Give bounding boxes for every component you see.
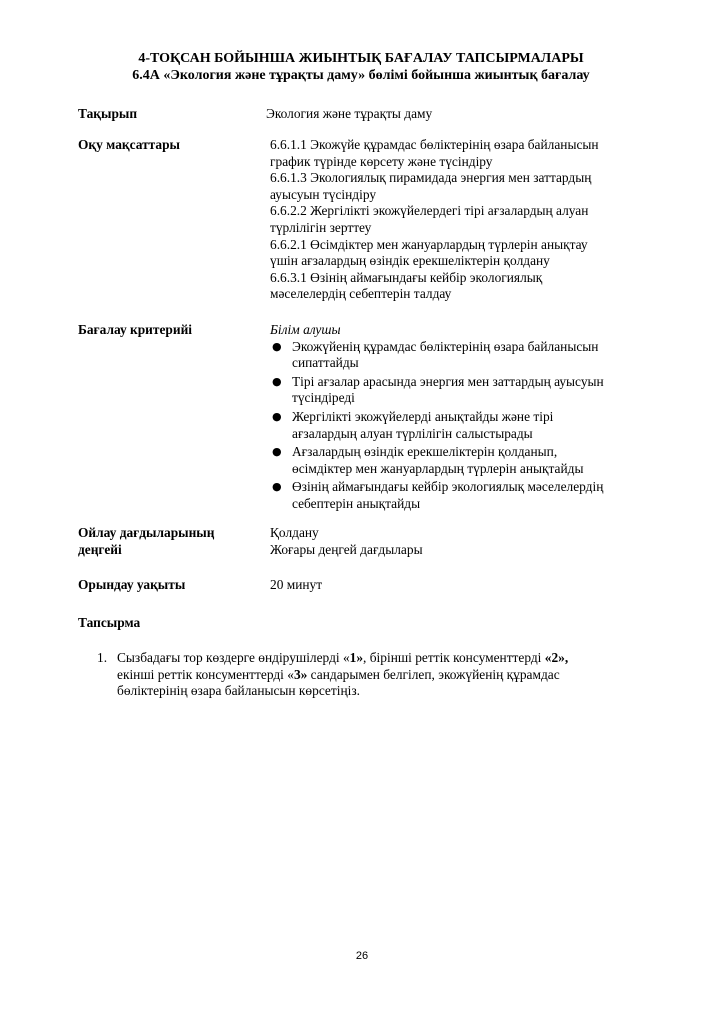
criteria-item-line: ағзалардың алуан түрлілігін салыстырады bbox=[292, 425, 533, 441]
thinking-levels-values bbox=[270, 525, 644, 558]
completion-time-label: Орындау уақыты bbox=[78, 577, 186, 592]
thinking-levels-label bbox=[78, 525, 263, 558]
learning-goals-label: Оқу мақсаттары bbox=[78, 137, 180, 152]
learning-goal-line: 6.6.1.1 Экожүйе құрамдас бөліктерінің өзара байланысын bbox=[270, 137, 599, 152]
topic-value: Экология және тұрақты даму bbox=[266, 106, 433, 121]
bullet-icon: ● bbox=[272, 480, 282, 494]
learning-goal-line: 6.6.2.2 Жергілікті экожүйелердегі тірі ағзалардың алуан bbox=[270, 203, 589, 219]
bullet-icon: ● bbox=[272, 374, 282, 388]
criteria-item bbox=[270, 339, 644, 372]
criteria-item-line: Тірі ағзалар арасында энергия мен заттардың ауысуын bbox=[292, 373, 604, 389]
document-header bbox=[78, 50, 644, 84]
criteria-item-line: түсіндіреді bbox=[292, 390, 355, 406]
learning-goal-line: үшін ағзалардың өзіндік ерекшеліктерін қолдану bbox=[270, 253, 550, 269]
task-text bbox=[117, 650, 644, 700]
task-text-fragment: Сызбадағы тор көздерге өндірушілерді « bbox=[117, 650, 350, 665]
learning-goal-line: мәселелердің себептерін талдау bbox=[270, 286, 452, 302]
document-subtitle: 6.4А «Экология және тұрақты даму» бөлімі бойынша жиынтық бағалау bbox=[132, 68, 590, 83]
page-number: 26 bbox=[355, 950, 369, 962]
criteria-item-line: Жергілікті экожүйелерді анықтайды және тірі bbox=[292, 408, 554, 424]
task-text-fragment: екінші реттік консументтерді « bbox=[117, 666, 294, 682]
criteria-intro: Білім алушы bbox=[270, 322, 341, 337]
thinking-level-value: Қолдану bbox=[270, 525, 319, 540]
assessment-criteria-label: Бағалау критерийі bbox=[78, 322, 193, 337]
criteria-item bbox=[270, 374, 644, 407]
assessment-criteria-content bbox=[270, 322, 644, 515]
thinking-level-value: Жоғары деңгей дағдылары bbox=[270, 541, 423, 557]
criteria-item bbox=[270, 479, 644, 512]
task-number: 1. bbox=[97, 650, 108, 665]
task-text-line bbox=[117, 667, 644, 684]
criteria-item-line: Ағзалардың өзіндік ерекшеліктерін қолданып, bbox=[292, 444, 558, 460]
completion-time-value: 20 минут bbox=[270, 577, 323, 592]
criteria-item-line: сипаттайды bbox=[292, 355, 359, 371]
thinking-levels-label-line: деңгейі bbox=[78, 541, 122, 557]
task-text-fragment: , бірінші реттік консументтерді bbox=[363, 650, 545, 665]
document-title: 4-ТОҚСАН БОЙЫНША ЖИЫНТЫҚ БАҒАЛАУ ТАПСЫРМАЛАРЫ bbox=[138, 51, 584, 66]
criteria-item bbox=[270, 409, 644, 442]
criteria-item-line: Өзінің аймағындағы кейбір экологиялық мәселелердің bbox=[292, 479, 604, 495]
topic-label: Тақырып bbox=[78, 106, 138, 121]
bullet-icon: ● bbox=[272, 339, 282, 353]
learning-goals-list bbox=[270, 137, 644, 303]
task-text-line: бөліктерінің өзара байланысын көрсетіңіз. bbox=[117, 683, 360, 699]
criteria-item-line: өсімдіктер мен жануарлардың түрлерін анықтайды bbox=[292, 460, 584, 476]
task-bold-number: «2», bbox=[544, 650, 569, 665]
task-bold-number: 1» bbox=[349, 650, 364, 665]
task-text-line bbox=[117, 650, 644, 667]
learning-goal-line: график түрінде көрсету және түсіндіру bbox=[270, 153, 493, 169]
criteria-item bbox=[270, 444, 644, 477]
learning-goal-line: 6.6.3.1 Өзінің аймағындағы кейбір экологиялық bbox=[270, 269, 543, 285]
thinking-levels-label-line: Ойлау дағдыларының bbox=[78, 525, 215, 540]
task-bold-number: 3» bbox=[293, 666, 308, 682]
task-text-fragment: сандарымен белгілеп, экожүйенің құрамдас bbox=[307, 666, 560, 682]
criteria-item-line: Экожүйенің құрамдас бөліктерінің өзара байланысын bbox=[292, 338, 599, 354]
criteria-list bbox=[270, 339, 644, 513]
bullet-icon: ● bbox=[272, 445, 282, 459]
bullet-icon: ● bbox=[272, 409, 282, 423]
criteria-item-line: себептерін анықтайды bbox=[292, 495, 421, 511]
learning-goal-line: түрлілігін зерттеу bbox=[270, 219, 372, 235]
learning-goal-line: 6.6.2.1 Өсімдіктер мен жануарлардың түрлерін анықтау bbox=[270, 236, 588, 252]
task-heading: Тапсырма bbox=[78, 615, 141, 630]
learning-goal-line: 6.6.1.3 Экологиялық пирамидада энергия мен заттардың bbox=[270, 170, 592, 186]
learning-goal-line: ауысуын түсіндіру bbox=[270, 186, 377, 202]
